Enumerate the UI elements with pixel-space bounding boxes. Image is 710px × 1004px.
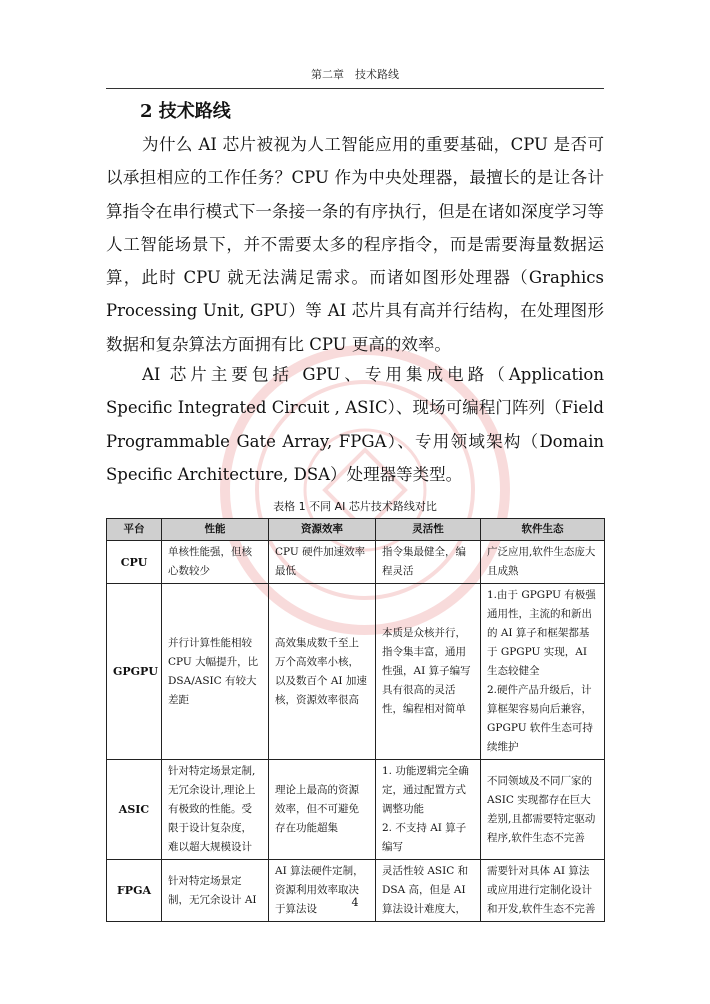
cell-software-ecosystem: 不同领域及不同厂家的 ASIC 实现都存在巨大差别,且都需要特定驱动程序,软件生态不完善 xyxy=(481,760,605,860)
header-performance: 性能 xyxy=(162,519,269,541)
cell-platform: ASIC xyxy=(107,760,162,860)
cell-flexibility: 本质是众核并行，指令集丰富，通用性强，AI 算子编写具有很高的灵活性，编程相对简单 xyxy=(376,584,481,760)
cell-flexibility: 1. 功能逻辑完全确定，通过配置方式调整功能 2. 不支持 AI 算子编写 xyxy=(376,760,481,860)
comparison-table xyxy=(106,518,605,922)
header-resource-efficiency: 资源效率 xyxy=(269,519,376,541)
page-number: 4 xyxy=(351,896,359,909)
cell-performance: 针对特定场景定制，无冗余设计 AI xyxy=(162,860,269,922)
table-caption: 表格 1 不同 AI 芯片技术路线对比 xyxy=(273,500,437,513)
running-header: 第二章 技术路线 xyxy=(311,68,399,81)
paragraph-1: 为什么 AI 芯片被视为人工智能应用的重要基础，CPU 是否可以承担相应的工作任务？CPU 作为中央处理器，最擅长的是让各计算指令在串行模式下一条接一条的有序执行，但是在诸如深度学习等人工智能场景下，并不需要太多的程序指令，而是需要海量数据运算，此时 CPU 就无法满足需求。而诸如图形处理器（Graphics Processing Unit, GPU）等 AI 芯片具有高并行结构，在处理图形数据和复杂算法方面拥有比 CPU 更高的效率。 xyxy=(106,135,604,354)
table-row xyxy=(107,584,605,760)
header-rule xyxy=(106,88,604,89)
cell-resource-efficiency: 高效集成数千至上万个高效率小核，以及数百个 AI 加速核，资源效率很高 xyxy=(269,584,376,760)
paragraph-2: AI 芯片主要包括 GPU、专用集成电路（Application Specific Integrated Circuit , ASIC）、现场可编程门阵列（Field Programmable Gate Array, FPGA）、专用领域架构（Domain Specific Architecture, DSA）处理器等类型。 xyxy=(106,365,604,484)
cell-resource-efficiency: 理论上最高的资源效率，但不可避免存在功能超集 xyxy=(269,760,376,860)
table-row xyxy=(107,860,605,922)
cell-platform: CPU xyxy=(107,541,162,584)
cell-software-ecosystem: 广泛应用,软件生态庞大且成熟 xyxy=(481,541,605,584)
cell-software-ecosystem: 1.由于 GPGPU 有极强通用性，主流的和新出的 AI 算子和框架都基于 GPGPU 实现，AI 生态较健全 2.硬件产品升级后，计算框架容易向后兼容，GPGPU 软件生态可持续维护 xyxy=(481,584,605,760)
cell-performance: 并行计算性能相较 CPU 大幅提升，比 DSA/ASIC 有较大差距 xyxy=(162,584,269,760)
header-platform: 平台 xyxy=(107,519,162,541)
header-flexibility: 灵活性 xyxy=(376,519,481,541)
cell-resource-efficiency: CPU 硬件加速效率最低 xyxy=(269,541,376,584)
table-header-row xyxy=(107,519,605,541)
cell-performance: 针对特定场景定制,无冗余设计,理论上有极致的性能。受限于设计复杂度，难以超大规模设计 xyxy=(162,760,269,860)
cell-platform: GPGPU xyxy=(107,584,162,760)
cell-software-ecosystem: 需要针对具体 AI 算法或应用进行定制化设计和开发,软件生态不完善 xyxy=(481,860,605,922)
cell-flexibility: 灵活性较 ASIC 和 DSA 高，但是 AI 算法设计难度大， xyxy=(376,860,481,922)
cell-flexibility: 指令集最健全，编程灵活 xyxy=(376,541,481,584)
table-row xyxy=(107,541,605,584)
cell-performance: 单核性能强，但核心数较少 xyxy=(162,541,269,584)
cell-platform: FPGA xyxy=(107,860,162,922)
cell-resource-efficiency: AI 算法硬件定制，资源利用效率取决于算法设 xyxy=(269,860,376,922)
section-title: 2 技术路线 xyxy=(140,101,231,122)
table-row xyxy=(107,760,605,860)
header-software-ecosystem: 软件生态 xyxy=(481,519,605,541)
